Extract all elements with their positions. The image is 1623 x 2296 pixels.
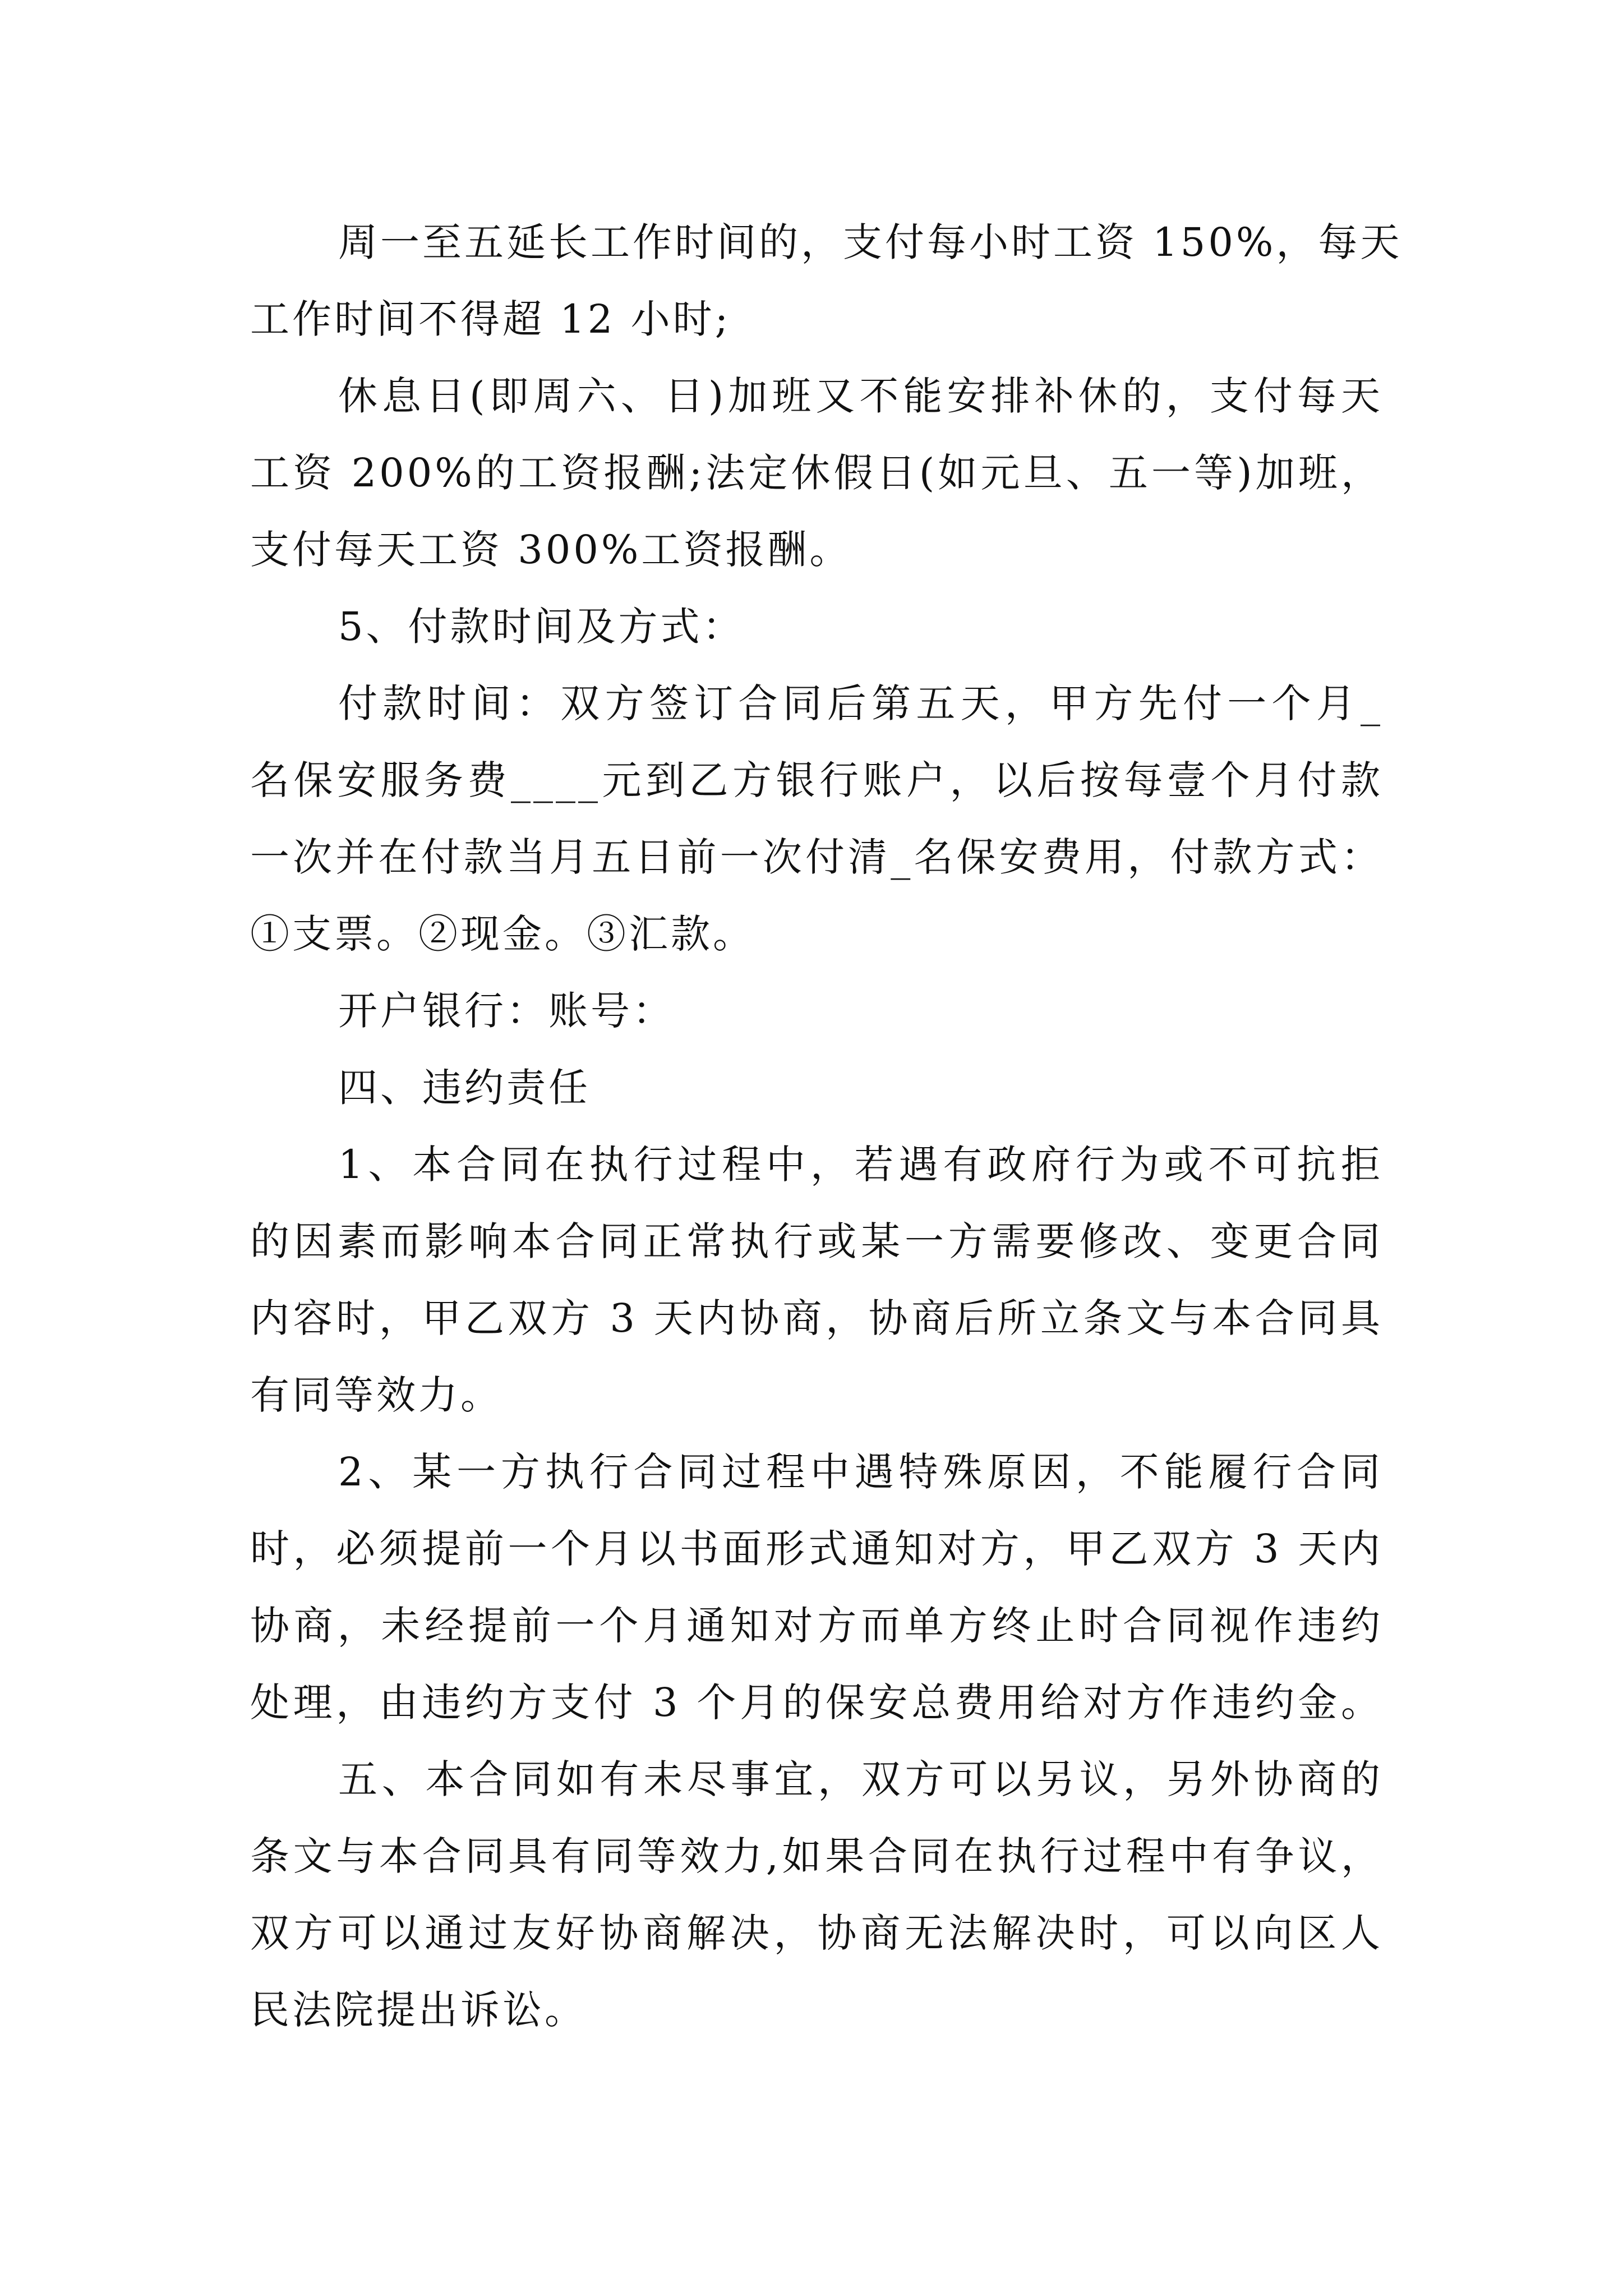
paragraph-overtime-weekday (250, 204, 1403, 358)
text-line: 1、本合同在执行过程中，若遇有政府行为或不可抗拒 (338, 1142, 1383, 1188)
text-line: 五、本合同如有未尽事宜，双方可以另议，另外协商的 (338, 1756, 1383, 1802)
text-line: 付款时间：双方签订合同后第五天，甲方先付一个月_ (338, 680, 1383, 726)
text-line: 民法院提出诉讼。 (250, 1987, 587, 2033)
text-line: 的因素而影响本合同正常执行或某一方需要修改、变更合同 (250, 1218, 1383, 1264)
paragraph-bank-account (250, 973, 1383, 1050)
section-heading-breach (250, 1050, 1383, 1126)
text-line: 有同等效力。 (250, 1372, 502, 1418)
text-line: 支付每天工资 300%工资报酬。 (250, 527, 852, 573)
text-line: 四、违约责任 (338, 1065, 591, 1111)
text-line: 休息日(即周六、日)加班又不能安排补休的，支付每天 (338, 373, 1383, 419)
text-line: 工作时间不得超 12 小时; (250, 296, 731, 342)
text-line: 5、付款时间及方式： (338, 604, 745, 650)
text-line: 处理，由违约方支付 3 个月的保安总费用给对方作违约金。 (250, 1680, 1383, 1726)
paragraph-clause-2 (250, 1434, 1383, 1741)
text-line: 名保安服务费____元到乙方银行账户，以后按每壹个月付款 (250, 757, 1383, 803)
text-line: 工资 200%的工资报酬;法定休假日(如元旦、五一等)加班， (250, 450, 1383, 496)
document-body (250, 204, 1403, 2049)
text-line: 开户银行：账号： (338, 988, 675, 1034)
paragraph-clause-1 (250, 1126, 1383, 1434)
text-line: 2、某一方执行合同过程中遇特殊原因，不能履行合同 (338, 1449, 1383, 1495)
text-line: 一次并在付款当月五日前一次付清_名保安费用，付款方式： (250, 834, 1383, 880)
text-line: 协商，未经提前一个月通知对方而单方终止时合同视作违约 (250, 1603, 1383, 1649)
paragraph-section-five (250, 1741, 1383, 2049)
text-line: 周一至五延长工作时间的，支付每小时工资 150%，每天 (338, 219, 1403, 265)
paragraph-overtime-holiday (250, 358, 1383, 588)
text-line: 双方可以通过友好协商解决，协商无法解决时，可以向区人 (250, 1910, 1383, 1956)
text-line: 条文与本合同具有同等效力,如果合同在执行过程中有争议， (250, 1833, 1383, 1879)
text-line: ①支票。②现金。③汇款。 (250, 911, 755, 957)
paragraph-payment-terms (250, 665, 1383, 973)
text-line: 时，必须提前一个月以书面形式通知对方，甲乙双方 3 天内 (250, 1526, 1383, 1572)
paragraph-payment-heading (250, 588, 1383, 665)
text-line: 内容时，甲乙双方 3 天内协商，协商后所立条文与本合同具 (250, 1295, 1383, 1341)
